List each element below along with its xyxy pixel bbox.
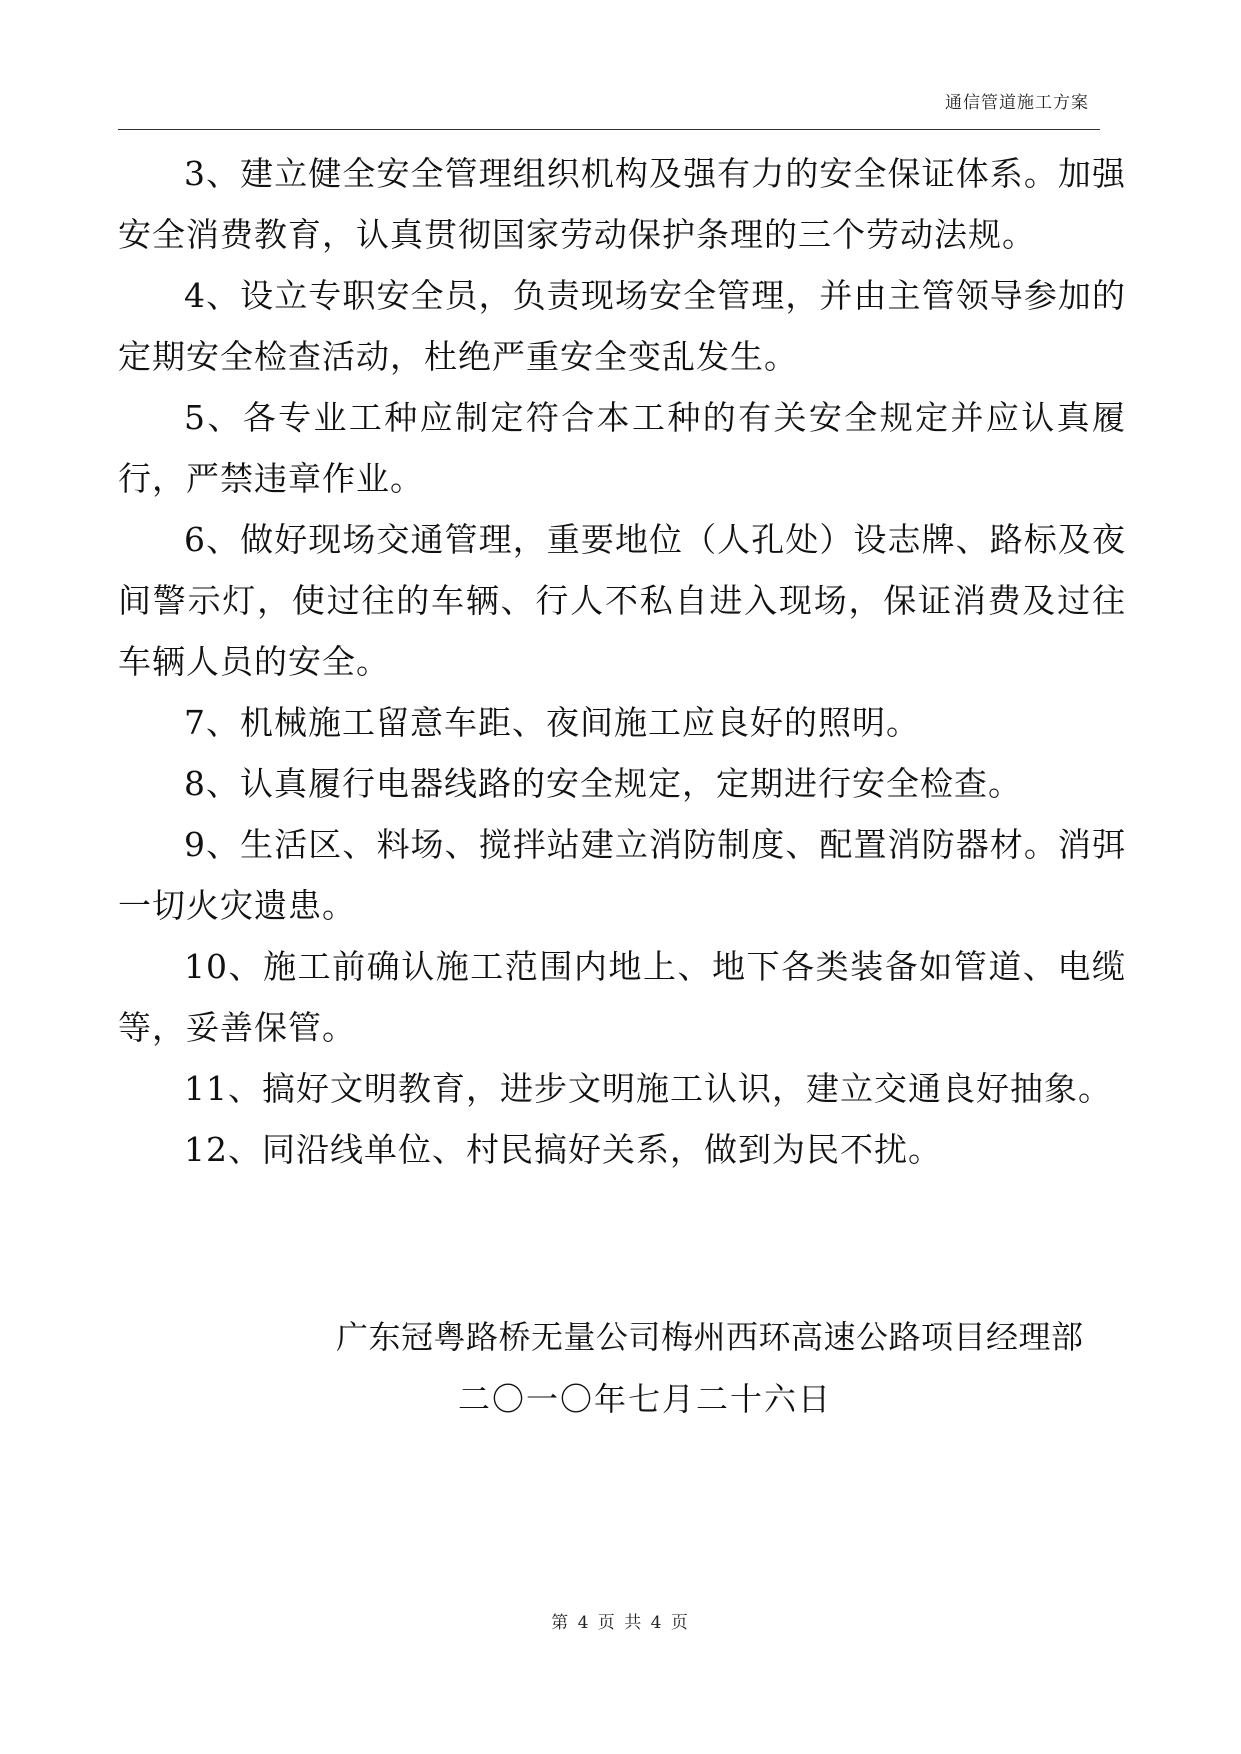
- paragraph-item-4: 4、设立专职安全员，负责现场安全管理，并由主管领导参加的定期安全检查活动，杜绝严重安全变乱发生。: [118, 276, 1126, 376]
- paragraph-item-12: 12、同沿线单位、村民搞好关系，做到为民不扰。: [184, 1130, 942, 1169]
- document-body: [118, 143, 1126, 1180]
- page-header: [0, 84, 1241, 114]
- paragraph-item-3: 3、建立健全安全管理组织机构及强有力的安全保证体系。加强安全消费教育，认真贯彻国家劳动保护条理的三个劳动法规。: [118, 154, 1126, 254]
- signature-organization: 广东冠粤路桥无量公司梅州西环高速公路项目经理部: [336, 1318, 1084, 1356]
- paragraph-item-8: 8、认真履行电器线路的安全规定，定期进行安全检查。: [184, 764, 1022, 803]
- paragraph-item-11: 11、搞好文明教育，进步文明施工认识，建立交通良好抽象。: [184, 1069, 1112, 1108]
- header-divider: [118, 129, 1100, 130]
- paragraph-item-9: 9、生活区、料场、搅拌站建立消防制度、配置消防器材。消弭一切火灾遗患。: [118, 825, 1126, 925]
- paragraph-item-10: 10、施工前确认施工范围内地上、地下各类装备如管道、电缆等，妥善保管。: [118, 947, 1126, 1047]
- paragraph-item-6: 6、做好现场交通管理，重要地位（人孔处）设志牌、路标及夜间警示灯，使过往的车辆、行人不私自进入现场，保证消费及过往车辆人员的安全。: [118, 520, 1126, 681]
- paragraph-item-5: 5、各专业工种应制定符合本工种的有关安全规定并应认真履行，严禁违章作业。: [118, 398, 1126, 498]
- paragraph-item-7: 7、机械施工留意车距、夜间施工应良好的照明。: [184, 703, 920, 742]
- page-footer: 第 4 页 共 4 页: [551, 1613, 690, 1633]
- header-title: 通信管道施工方案: [945, 93, 1089, 113]
- signature-date: 二〇一〇年七月二十六日: [458, 1380, 833, 1418]
